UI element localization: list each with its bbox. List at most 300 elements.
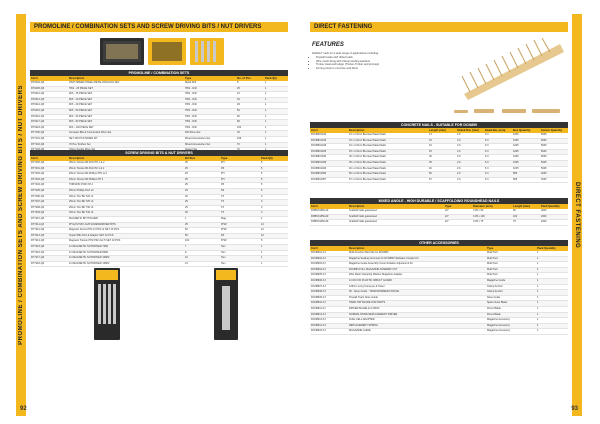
table-cell: DT7208-QZ bbox=[30, 205, 68, 211]
column-header: Cat # bbox=[310, 128, 348, 133]
table-cell: 5025 bbox=[540, 155, 568, 161]
table-cell: DT0216-QZ bbox=[30, 114, 68, 120]
table-cell: 90 - Nose Guide - TRANSFORMER FOR Mix bbox=[348, 290, 486, 296]
table-row bbox=[310, 177, 568, 183]
table-cell: Metal Drill bbox=[184, 81, 236, 86]
table-cell: 1 bbox=[260, 216, 288, 222]
table-cell: MIX - 100 PIECE SET bbox=[68, 125, 184, 131]
table-cell: 1 bbox=[184, 216, 220, 222]
table-cell: Clamp Anchor bbox=[486, 290, 536, 296]
table-cell: MIX - 19 PIECE SET bbox=[68, 97, 184, 103]
table-cell: 25mm Torsion Bit Phillips PH1 & 2 bbox=[68, 172, 184, 178]
table-cell: 90 bbox=[512, 209, 540, 214]
table-cell: 3 bbox=[260, 205, 288, 211]
table-cell: 35 bbox=[428, 160, 456, 166]
table-cell: PH bbox=[220, 172, 260, 178]
table-cell: TX bbox=[220, 194, 260, 200]
table-cell: DT0204-QZ bbox=[30, 81, 68, 86]
table-cell: 3 bbox=[260, 211, 288, 217]
table-cell: 50 bbox=[236, 108, 264, 114]
table-cell: 6.3 bbox=[484, 138, 512, 144]
table-cell: 1005 bbox=[512, 149, 540, 155]
table-cell: DT0214-QZ bbox=[30, 103, 68, 109]
table-cell: 30 x 2.6mm Blu-Gas Plated Nails bbox=[348, 155, 428, 161]
table-cell: DT7206-QZ bbox=[30, 194, 68, 200]
product-case-image bbox=[148, 38, 186, 65]
table-cell: 1 bbox=[536, 318, 568, 324]
table-cell: DCN8908-XJ bbox=[310, 290, 348, 296]
table-cell: 4025 bbox=[540, 177, 568, 183]
table-cell: 3.05 x 90 bbox=[472, 209, 512, 214]
table-cell: 13 bbox=[428, 133, 456, 138]
table-cell: 2.6 bbox=[456, 155, 484, 161]
table-cell: 1 bbox=[264, 92, 288, 98]
column-header: Description bbox=[348, 246, 486, 251]
table-cell: DNBS3135G2Z bbox=[310, 214, 348, 220]
table-cell: DT7100-QZ bbox=[30, 131, 68, 137]
table-cell: 1 bbox=[260, 244, 288, 250]
table-cell: 80 bbox=[236, 120, 264, 126]
table-cell: PZ bbox=[220, 183, 260, 189]
table-cell: 1 bbox=[536, 278, 568, 284]
table-cell: 1 bbox=[536, 267, 568, 273]
fastener-image bbox=[474, 109, 494, 113]
table-cell: Multi Tool bbox=[486, 256, 536, 262]
features-title: FEATURES bbox=[312, 42, 344, 48]
table-cell: DCN8901057 bbox=[310, 177, 348, 183]
table-cell: MAGAZINE GUIDE bbox=[348, 329, 486, 335]
table-cell: 25 bbox=[184, 205, 220, 211]
table-cell: 25 bbox=[184, 188, 220, 194]
table-row bbox=[30, 261, 288, 267]
table-cell: 40 x 2.6mm Blu-Gas Plated Nails bbox=[348, 166, 428, 172]
table-cell: 10 bbox=[260, 222, 288, 228]
table-cell: REPLACEMENT SPRING bbox=[348, 323, 486, 329]
table-cell: SET 109 PCS MIXED KIT bbox=[68, 136, 184, 142]
table-cell: 32 bbox=[236, 131, 264, 137]
table-cell: DCN8906-XJ bbox=[310, 278, 348, 284]
table-cell: 25mm Phillips Pozi x2 bbox=[68, 188, 184, 194]
table-cell: TX bbox=[220, 211, 260, 217]
table-cell: 25 bbox=[236, 86, 264, 92]
list-item: • Drywall tracks with ribbed nails bbox=[316, 56, 379, 60]
table-cell: 1005 bbox=[512, 133, 540, 138]
table-cell: DT7205-QZ bbox=[30, 188, 68, 194]
table-cell: 5025 bbox=[540, 166, 568, 172]
left-spine-tab bbox=[16, 14, 26, 416]
column-header: Description bbox=[68, 156, 184, 161]
table-cell: 57 x 2.6mm Blu-Gas Plated Nails bbox=[348, 177, 428, 183]
table-cell: 1 bbox=[260, 256, 288, 262]
table-cell: 15 bbox=[236, 92, 264, 98]
table-cell: 25 bbox=[184, 222, 220, 228]
table-cell: 25 bbox=[184, 211, 220, 217]
table-cell: 5025 bbox=[540, 138, 568, 144]
table-cell: 5 bbox=[260, 188, 288, 194]
table-cell: Drill Drive Set bbox=[184, 131, 236, 137]
table-cell: 25 bbox=[184, 200, 220, 206]
table-cell: 8 bbox=[184, 250, 220, 256]
table-cell: DCN8901030 bbox=[310, 155, 348, 161]
collated-nail-strip-image bbox=[456, 38, 568, 100]
table-cell: DCN8913-XJ bbox=[310, 318, 348, 324]
table-cell: Scaffold Nails galvanised bbox=[348, 220, 444, 226]
column-header: Description bbox=[348, 204, 444, 209]
table-cell: DCN890 FULL MAGAZINE ASSEMBLY KIT bbox=[348, 267, 486, 273]
table-cell: 10 bbox=[260, 228, 288, 234]
column-header: Box Quantity bbox=[512, 128, 540, 133]
table-cell: 125mm Long Conveyor & Tower bbox=[348, 284, 486, 290]
table-cell: DT7214-QZ bbox=[30, 239, 68, 245]
promoline-section-title: PROMOLINE / COMBINATION SETS bbox=[30, 70, 288, 76]
table-cell: DT7207-QZ bbox=[30, 200, 68, 206]
table-cell: 1005 bbox=[512, 138, 540, 144]
table-cell: 2000 bbox=[540, 220, 568, 226]
table-cell: PH & PZ MIX 2x25 SCREWDRIVER BITS bbox=[68, 222, 184, 228]
table-cell: 25 bbox=[428, 149, 456, 155]
product-case-image bbox=[190, 38, 224, 65]
table-cell: PZ bbox=[220, 166, 260, 172]
table-cell: 25 x 2.6mm Blu-Gas Plated Nails bbox=[348, 149, 428, 155]
table-cell: 6.3 bbox=[484, 166, 512, 172]
table-cell: DCN8914-XJ bbox=[310, 323, 348, 329]
table-cell: 57 bbox=[428, 177, 456, 183]
table-cell: DT7200-QZ bbox=[30, 161, 68, 166]
table-cell: DT0205-QZ bbox=[30, 86, 68, 92]
column-header: Head Dia. (mm) bbox=[484, 128, 512, 133]
table-cell: DT0212-QZ bbox=[30, 92, 68, 98]
table-cell: DCN8909-XJ bbox=[310, 295, 348, 301]
table-cell: MIX - 50 PIECE SET bbox=[68, 108, 184, 114]
table-cell: 1 bbox=[536, 290, 568, 296]
column-header: Cat # bbox=[30, 156, 68, 161]
table-cell: 25mm Torx Bit T20 x3 bbox=[68, 194, 184, 200]
table-cell: 1/4 MAGNETIC NUTDRIVER 10MM bbox=[68, 256, 184, 262]
table-cell: 1 bbox=[264, 103, 288, 109]
table-cell: Magazine Accessory bbox=[486, 323, 536, 329]
table-cell: 5 bbox=[260, 239, 288, 245]
table-cell: 6.3 bbox=[484, 144, 512, 150]
column-header: Carton Quantity bbox=[540, 128, 568, 133]
table-cell: TX bbox=[220, 200, 260, 206]
table-cell: Compact Bits & Countersink Drive Set bbox=[68, 131, 184, 137]
table-cell: 25mm Torx Bit T40 x3 bbox=[68, 211, 184, 217]
column-header: Pack Qty bbox=[264, 76, 288, 81]
scaffolding-nails-table bbox=[310, 204, 568, 226]
concrete-nails-table bbox=[310, 128, 568, 183]
table-cell: 1 bbox=[260, 261, 288, 267]
table-cell: MIX - 29 PIECE SET bbox=[68, 103, 184, 109]
table-cell: 109 bbox=[236, 136, 264, 142]
table-cell: TX bbox=[220, 205, 260, 211]
table-cell: 1005 bbox=[512, 166, 540, 172]
table-cell: DCN8902-XJ bbox=[310, 256, 348, 262]
table-cell: 1 bbox=[536, 312, 568, 318]
table-cell: 5 bbox=[260, 177, 288, 183]
table-cell: PH/Z bbox=[220, 222, 260, 228]
table-cell: 1 bbox=[536, 262, 568, 268]
table-cell: 5 bbox=[260, 183, 288, 189]
table-cell: 2.6 bbox=[456, 144, 484, 150]
table-cell: DT7211-QZ bbox=[30, 222, 68, 228]
table-cell: 15 x 2.6mm Blu-Gas Plated Nails bbox=[348, 138, 428, 144]
table-cell: 1 bbox=[264, 81, 288, 86]
table-cell: 1 bbox=[536, 306, 568, 312]
table-cell: DCN8901013 bbox=[310, 133, 348, 138]
table-cell: 19 x 2.6mm Blu-Gas Plated Nails bbox=[348, 144, 428, 150]
table-cell: DT7218-QZ bbox=[30, 261, 68, 267]
column-header: Type bbox=[444, 204, 472, 209]
table-cell: 6.3 bbox=[484, 172, 512, 178]
table-cell: Magazine Accessory bbox=[486, 318, 536, 324]
table-cell: 6.3 bbox=[484, 133, 512, 138]
right-page-number: 93 bbox=[571, 406, 578, 412]
table-cell: 40 bbox=[428, 166, 456, 172]
screw-bits-table bbox=[30, 156, 288, 267]
table-cell: DCN8911-XJ bbox=[310, 306, 348, 312]
table-cell: DT7203-QZ bbox=[30, 177, 68, 183]
table-cell: DT7102-QZ bbox=[30, 142, 68, 148]
table-cell: 3.05 x 75 bbox=[472, 220, 512, 226]
table-cell: 100 bbox=[236, 125, 264, 131]
table-cell: Multi Tool bbox=[486, 273, 536, 279]
table-cell: 13 x 2.6mm Blu-Gas Plated Nails bbox=[348, 133, 428, 138]
table-cell: 2000 bbox=[540, 209, 568, 214]
table-cell: 6.3 bbox=[484, 149, 512, 155]
table-cell: Multi Function Belt Clip for DCN890 bbox=[348, 251, 486, 256]
table-cell: DCN8901040 bbox=[310, 166, 348, 172]
right-header-bar bbox=[310, 22, 568, 32]
table-cell: 1 bbox=[536, 301, 568, 307]
table-cell: Hex bbox=[220, 256, 260, 262]
table-cell: DT7210-QZ bbox=[30, 216, 68, 222]
table-cell: 1 bbox=[264, 108, 288, 114]
column-header: Description bbox=[348, 128, 428, 133]
left-header-bar bbox=[30, 22, 288, 32]
table-cell: PH bbox=[220, 177, 260, 183]
table-cell: 1 bbox=[264, 142, 288, 148]
table-cell: 5025 bbox=[540, 144, 568, 150]
table-cell: 1 bbox=[536, 273, 568, 279]
table-cell: Wire Mesh Clamping Washer Magazine Adapter bbox=[348, 273, 486, 279]
table-cell: 2.6 bbox=[456, 133, 484, 138]
table-cell: DCN8901-XJ bbox=[310, 251, 348, 256]
column-header: Length (mm) bbox=[428, 128, 456, 133]
table-cell: HARD HAT BLADE FOR DWITS bbox=[348, 301, 486, 307]
column-header: Shank Dia. (mm) bbox=[456, 128, 484, 133]
table-cell: PZ bbox=[220, 188, 260, 194]
column-header: Pack Quantity bbox=[540, 204, 568, 209]
fastener-image bbox=[532, 109, 560, 113]
table-cell: 19 bbox=[428, 144, 456, 150]
right-page bbox=[306, 14, 582, 416]
column-header: Type bbox=[220, 156, 260, 161]
table-cell: DCN8901019 bbox=[310, 144, 348, 150]
table-cell: 25mm Torx Bit T25 x3 bbox=[68, 200, 184, 206]
table-cell: PZ bbox=[220, 233, 260, 239]
table-cell: 2.6 bbox=[456, 172, 484, 178]
table-cell: 3.05 x 100 bbox=[472, 214, 512, 220]
table-cell: 100 bbox=[512, 214, 540, 220]
column-header: Cat # bbox=[310, 246, 348, 251]
table-cell: 10 bbox=[260, 233, 288, 239]
table-cell: 1/4 MAGNETIC NUTDRIVER 8MM bbox=[68, 250, 184, 256]
table-cell: 1005 bbox=[512, 144, 540, 150]
table-cell: 25mm Torsion Bit Pozi PH 1 & 2 bbox=[68, 161, 184, 166]
table-cell: 22° bbox=[444, 214, 472, 220]
table-cell: 5 bbox=[260, 161, 288, 166]
table-cell: 1 bbox=[264, 125, 288, 131]
table-cell: 2.6 bbox=[456, 160, 484, 166]
table-cell: 8 bbox=[236, 81, 264, 86]
table-cell: HIGH SPEED STEEL METAL DRILLING SET bbox=[68, 81, 184, 86]
promoline-table bbox=[30, 76, 288, 154]
table-cell: 5025 bbox=[540, 160, 568, 166]
table-cell: Drywall Track Nose Guide bbox=[348, 295, 486, 301]
table-cell: 3 bbox=[260, 200, 288, 206]
table-cell: 1 bbox=[536, 284, 568, 290]
table-cell: 25 bbox=[184, 172, 220, 178]
table-cell: 70 Pce Toolbox Set bbox=[68, 142, 184, 148]
table-cell: 25mm Torx Bit T30 x3 bbox=[68, 205, 184, 211]
table-cell: Impact Bits Pozi & Adaptor SET 10 PCS bbox=[68, 233, 184, 239]
table-cell: DRIVER BLADE & O-RING bbox=[348, 306, 486, 312]
product-case-image bbox=[100, 38, 144, 65]
table-cell: 1 bbox=[536, 295, 568, 301]
table-cell: TORSION POZI PZ 2 bbox=[68, 183, 184, 189]
table-cell: 1 bbox=[264, 114, 288, 120]
table-cell: DT7202-QZ bbox=[30, 172, 68, 178]
table-cell: DT0215-QZ bbox=[30, 108, 68, 114]
table-cell: DT0218-QZ bbox=[30, 125, 68, 131]
left-spine-text: PROMOLINE / COMBINATION SETS AND SCREW DRIVING BITS / NUT DRIVERS bbox=[18, 85, 24, 345]
table-cell: 5 bbox=[260, 172, 288, 178]
table-cell: 50 bbox=[428, 172, 456, 178]
table-cell: 1 bbox=[264, 136, 288, 142]
table-cell: DT7212-QZ bbox=[30, 228, 68, 234]
scaffolding-nails-section-title: MIXED ANGLE - HIGH DURABLE / SCAFFOLDING ROUNDHEAD NAILS bbox=[310, 198, 568, 204]
screw-bits-section-title: SCREW DRIVING BITS & NUT DRIVERS bbox=[30, 150, 288, 156]
column-header: Type bbox=[184, 76, 236, 81]
left-page bbox=[16, 14, 292, 416]
table-cell: DCN8901035 bbox=[310, 160, 348, 166]
table-cell: 805 bbox=[512, 172, 540, 178]
left-header-title: PROMOLINE / COMBINATION SETS AND SCREW DRIVING BITS / NUT DRIVERS bbox=[34, 24, 262, 30]
table-cell: 25mm Torsion Bit Pozi PZ 1 & 2 bbox=[68, 166, 184, 172]
list-item: • Wire mesh fixing with Clamp landing washers bbox=[316, 60, 379, 64]
table-cell: 1/4 MAGNETIC NUTDRIVER 13MM bbox=[68, 261, 184, 267]
table-cell: DNBS3135G1Z bbox=[310, 209, 348, 214]
bit-pack-image bbox=[94, 268, 120, 340]
table-cell: 100 bbox=[184, 239, 220, 245]
table-cell: 6.3 bbox=[484, 177, 512, 183]
table-cell: Multi Tool bbox=[486, 251, 536, 256]
table-cell: 25 bbox=[184, 183, 220, 189]
features-list bbox=[312, 56, 379, 70]
table-cell: 10 bbox=[184, 256, 220, 262]
table-cell: PH/Z bbox=[220, 239, 260, 245]
column-header: Cat # bbox=[310, 204, 348, 209]
column-header: Length (mm) bbox=[512, 204, 540, 209]
table-cell: 2.6 bbox=[456, 149, 484, 155]
column-header: No. of Pcs bbox=[236, 76, 264, 81]
features-intro: DeWALT nails for a wide range of applications including: bbox=[312, 52, 379, 55]
column-header: Pack Quantity bbox=[536, 246, 568, 251]
table-cell: 50 x 2.6mm Blu-Gas Plated Nails bbox=[348, 172, 428, 178]
table-cell: DCN8903-XJ bbox=[310, 262, 348, 268]
table-cell: DT7209-QZ bbox=[30, 211, 68, 217]
table-cell: PH/Z bbox=[220, 228, 260, 234]
table-cell: 50 bbox=[184, 228, 220, 234]
table-cell: 25 bbox=[184, 194, 220, 200]
table-row bbox=[310, 329, 568, 335]
table-cell: 805 bbox=[512, 177, 540, 183]
column-header: Pack Qty bbox=[260, 156, 288, 161]
table-cell: HSS - Drill bbox=[184, 114, 236, 120]
table-cell: DNBS3135G3Z bbox=[310, 220, 348, 226]
table-cell: 6.3 bbox=[484, 160, 512, 166]
table-cell: Multi Tool bbox=[486, 267, 536, 273]
table-cell: NORMAL MODE REPLACEMENT DRIVER bbox=[348, 312, 486, 318]
table-cell: 29 bbox=[236, 103, 264, 109]
table-cell: 60 bbox=[236, 114, 264, 120]
table-cell: DT7213-QZ bbox=[30, 233, 68, 239]
table-cell: 1005 bbox=[512, 155, 540, 161]
table-cell: HSS - Drill bbox=[184, 92, 236, 98]
table-cell: 1 bbox=[264, 86, 288, 92]
table-cell: Mixed Accessories Set bbox=[184, 136, 236, 142]
table-cell: HSS - Drill bbox=[184, 97, 236, 103]
table-cell: 5025 bbox=[540, 149, 568, 155]
table-cell: DT7216-QZ bbox=[30, 250, 68, 256]
table-cell: HSS - 25 PIECE SET bbox=[68, 86, 184, 92]
table-cell: 25 bbox=[184, 177, 220, 183]
table-cell: Magazine Guide Assembly Cover Rotation Adjustment Kit bbox=[348, 262, 486, 268]
table-cell: Spare Nose Blade bbox=[486, 301, 536, 307]
table-cell: 25 bbox=[184, 161, 220, 166]
table-cell: PH bbox=[220, 161, 260, 166]
table-cell: Multi Tool bbox=[486, 262, 536, 268]
table-cell: 1 bbox=[264, 120, 288, 126]
table-cell: HSS - Drill bbox=[184, 86, 236, 92]
table-cell: Driver Blade bbox=[486, 312, 536, 318]
column-header: Bit Size bbox=[184, 156, 220, 161]
table-cell: 15 bbox=[428, 138, 456, 144]
right-spine-text: DIRECT FASTENING bbox=[574, 181, 580, 249]
table-cell: DCN8907-XJ bbox=[310, 284, 348, 290]
table-cell: FUEL CELL ADAPTER bbox=[348, 318, 486, 324]
table-cell: MIX - 60 PIECE SET bbox=[68, 114, 184, 120]
table-cell: DCN8904-XJ bbox=[310, 267, 348, 273]
table-cell: Scaffold Nails galvanised bbox=[348, 214, 444, 220]
table-cell: Magnetic Torsion PH2 PZ2 2x2 5 SET 10 PCS bbox=[68, 239, 184, 245]
table-cell: 1 bbox=[264, 131, 288, 137]
table-cell: DCN8901015 bbox=[310, 138, 348, 144]
table-cell: Mixed Accessories Set bbox=[184, 142, 236, 148]
table-cell: MIX - 80 PIECE SET bbox=[68, 120, 184, 126]
concrete-nails-section-title: CONCRETE NAILS - SUITABLE FOR DCN890 bbox=[310, 122, 568, 128]
table-cell: 5 bbox=[260, 166, 288, 172]
table-cell: DCN8905-XJ bbox=[310, 273, 348, 279]
table-cell: MAGNETIC BIT HOLDER bbox=[68, 216, 184, 222]
bit-pack-image bbox=[214, 268, 238, 340]
table-cell: DCN8901025 bbox=[310, 149, 348, 155]
right-header-title: DIRECT FASTENING bbox=[314, 24, 373, 30]
table-cell: Scaffold Nails galvanised bbox=[348, 209, 444, 214]
table-cell: 22° bbox=[444, 209, 472, 214]
table-cell: DT0217-QZ bbox=[30, 120, 68, 126]
table-cell: DCN8912-XJ bbox=[310, 312, 348, 318]
